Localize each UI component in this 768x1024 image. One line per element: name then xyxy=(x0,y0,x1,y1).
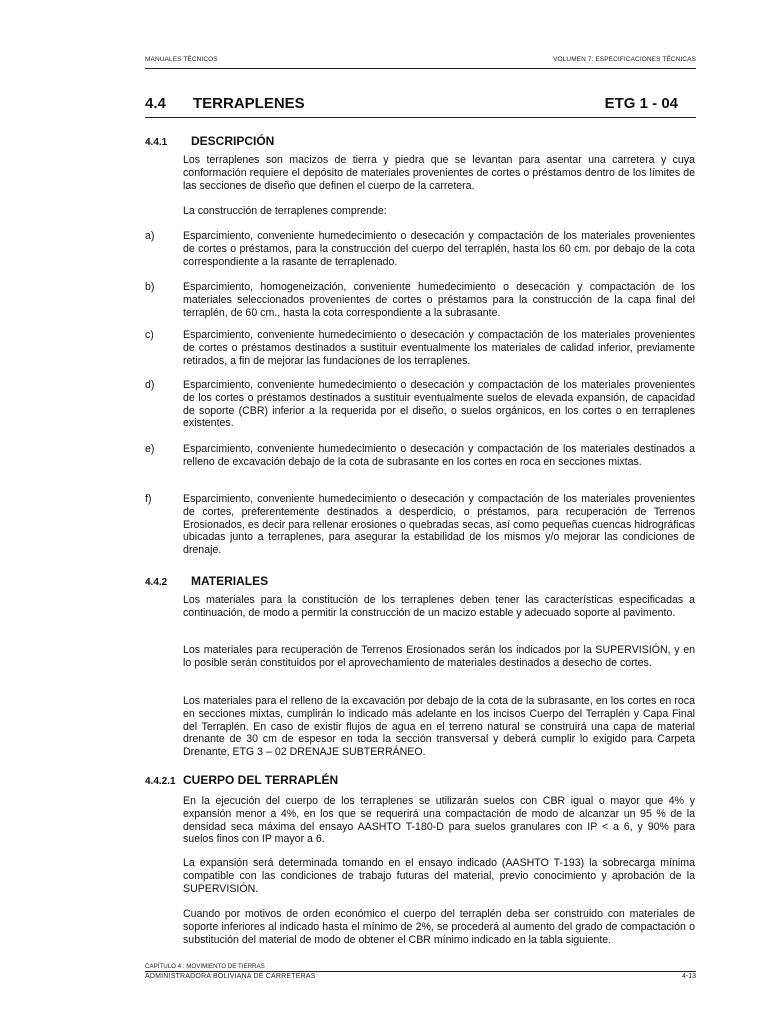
paragraph: Cuando por motivos de orden económico el cuerpo del terraplén deba ser construido con materiales de soporte inferiores al indicado hasta el mínimo de 2%, se procederá al aumento del grado de compactación o substitución del material de modo de obtener el CBR mínimo indicado en la tabla siguiente. xyxy=(183,908,695,946)
paragraph: La expansión será determinada tomando en el ensayo indicado (AASHTO T-193) la sobrecarga mínima compatible con las condiciones de trabajo futuras del material, previo conocimiento y aprobación de la SUPERVISIÓN. xyxy=(183,857,695,895)
paragraph: Los terraplenes son macizos de tierra y piedra que se levantan para asentar una carretera y cuya conformación requiere el depósito de materiales provenientes de cortes o préstamos dentro de los límites de las secciones de diseño que definen el cuerpo de la carretera. xyxy=(183,154,695,192)
subsection-number: 4.4.2 xyxy=(145,577,168,588)
list-item-text: Esparcimiento, homogeneización, conveniente humedecimiento o desecación y compactación de los materiales seleccionados provenientes de cortes o préstamos para la construcción de la capa final del terraplén, de 60 cm., hasta la cota correspondiente a la subrasante. xyxy=(183,281,695,319)
subsection-number: 4.4.1 xyxy=(145,137,168,148)
list-item-label: e) xyxy=(145,443,155,455)
subsection-title: DESCRIPCIÓN xyxy=(191,134,275,148)
subsection-heading-descripcion xyxy=(145,134,274,148)
subsection-heading-cuerpo xyxy=(145,773,338,787)
list-item-label: d) xyxy=(145,379,155,391)
section-number: 4.4 xyxy=(145,95,166,112)
list-item-label: b) xyxy=(145,281,155,293)
subsection-title: CUERPO DEL TERRAPLÉN xyxy=(183,773,339,787)
paragraph: La construcción de terraplenes comprende: xyxy=(183,205,387,217)
header-right: VOLUMEN 7: ESPECIFICACIONES TÉCNICAS xyxy=(553,56,696,63)
page-number: 4-13 xyxy=(681,973,696,980)
paragraph: Los materiales para el relleno de la excavación por debajo de la cota de la subrasante, en los cortes en roca en secciones mixtas, cumplirán lo indicado más adelante en los incisos Cuerpo del Terraplén y Capa Final del Terraplén. En caso de existir flujos de agua en el terreno natural se construirá una capa de material drenante de 30 cm de espesor en toda la sección transversal y deberá cumplir lo exigido para Carpeta Drenante, ETG 3 – 02 DRENAJE SUBTERRÁNEO. xyxy=(183,695,695,759)
footer-organization: ADMINISTRADORA BOLIVIANA DE CARRETERAS xyxy=(145,973,316,980)
list-item-text: Esparcimiento, conveniente humedecimiento o desecación y compactación de los materiales provenientes de cortes, preferentemente destinados a desperdicio, o préstamos, para recuperación de Terrenos Erosionados, es decir para rellenar erosiones o quebradas secas, así como pequeñas cuencas hidrográficas ubicadas junto a terraplenes, para asegurar la estabilidad de los mismos y/o mejorar las condiciones de drenaje. xyxy=(183,493,695,557)
section-heading xyxy=(145,95,696,118)
paragraph: Los materiales para recuperación de Terrenos Erosionados serán los indicados por la SUPERVISIÓN, y en lo posible serán constituidos por el aprovechamiento de materiales destinados a desecho de cortes. xyxy=(183,644,695,669)
header-left: MANUALES TÉCNICOS xyxy=(145,56,218,63)
list-item-text: Esparcimiento, conveniente humedecimiento o desecación y compactación de los materiales destinados a relleno de excavación debajo de la cota de subrasante en los cortes en roca en secciones mixtas. xyxy=(183,443,695,468)
subsection-heading-materiales xyxy=(145,574,268,588)
section-code: ETG 1 - 04 xyxy=(604,95,678,112)
list-item-text: Esparcimiento, conveniente humedecimiento o desecación y compactación de los materiales provenientes de cortes o préstamos, para la construcción del cuerpo del terraplén, hasta los 60 cm. por debajo de la cota correspondiente a la rasante de terraplenado. xyxy=(183,230,695,268)
list-item-label: f) xyxy=(145,493,152,505)
list-item-label: c) xyxy=(145,329,154,341)
footer-rule xyxy=(145,971,696,972)
section-title: TERRAPLENES xyxy=(193,95,305,112)
subsection-number: 4.4.2.1 xyxy=(145,776,176,787)
paragraph: En la ejecución del cuerpo de los terraplenes se utilizarán suelos con CBR igual o mayor que 4% y expansión menor a 4%, en los que se requerirá una compactación de modo de alcanzar un 95 % de la densidad seca máxima del ensayo AASHTO T-180-D para suelos granulares con IP < a 6, y 90% para suelos finos con IP mayor a 6. xyxy=(183,795,695,846)
running-header xyxy=(145,56,696,69)
paragraph: Los materiales para la constitución de los terraplenes deben tener las características especificadas a continuación, de modo a permitir la construcción de un macizo estable y adecuado soporte al pavimento. xyxy=(183,594,695,619)
running-footer xyxy=(145,963,696,989)
list-item-text: Esparcimiento, conveniente humedecimiento o desecación y compactación de los materiales provenientes de cortes o préstamos destinados a sustituir eventualmente los materiales de calidad inferior, previamente retirados, a fin de mejorar las fundaciones de los terraplenes. xyxy=(183,329,695,367)
subsection-title: MATERIALES xyxy=(191,574,269,588)
list-item-label: a) xyxy=(145,230,155,242)
footer-chapter: CAPÍTULO 4 : MOVIMIENTO DE TIERRAS xyxy=(145,963,265,970)
list-item-text: Esparcimiento, conveniente humedecimiento o desecación y compactación de los materiales provenientes de los cortes o préstamos destinados a sustituir eventualmente suelos de elevada expansión, de capacidad de soporte (CBR) inferior a la requerida por el diseño, o suelos orgánicos, en los cortes o en terraplenes existentes. xyxy=(183,379,695,430)
